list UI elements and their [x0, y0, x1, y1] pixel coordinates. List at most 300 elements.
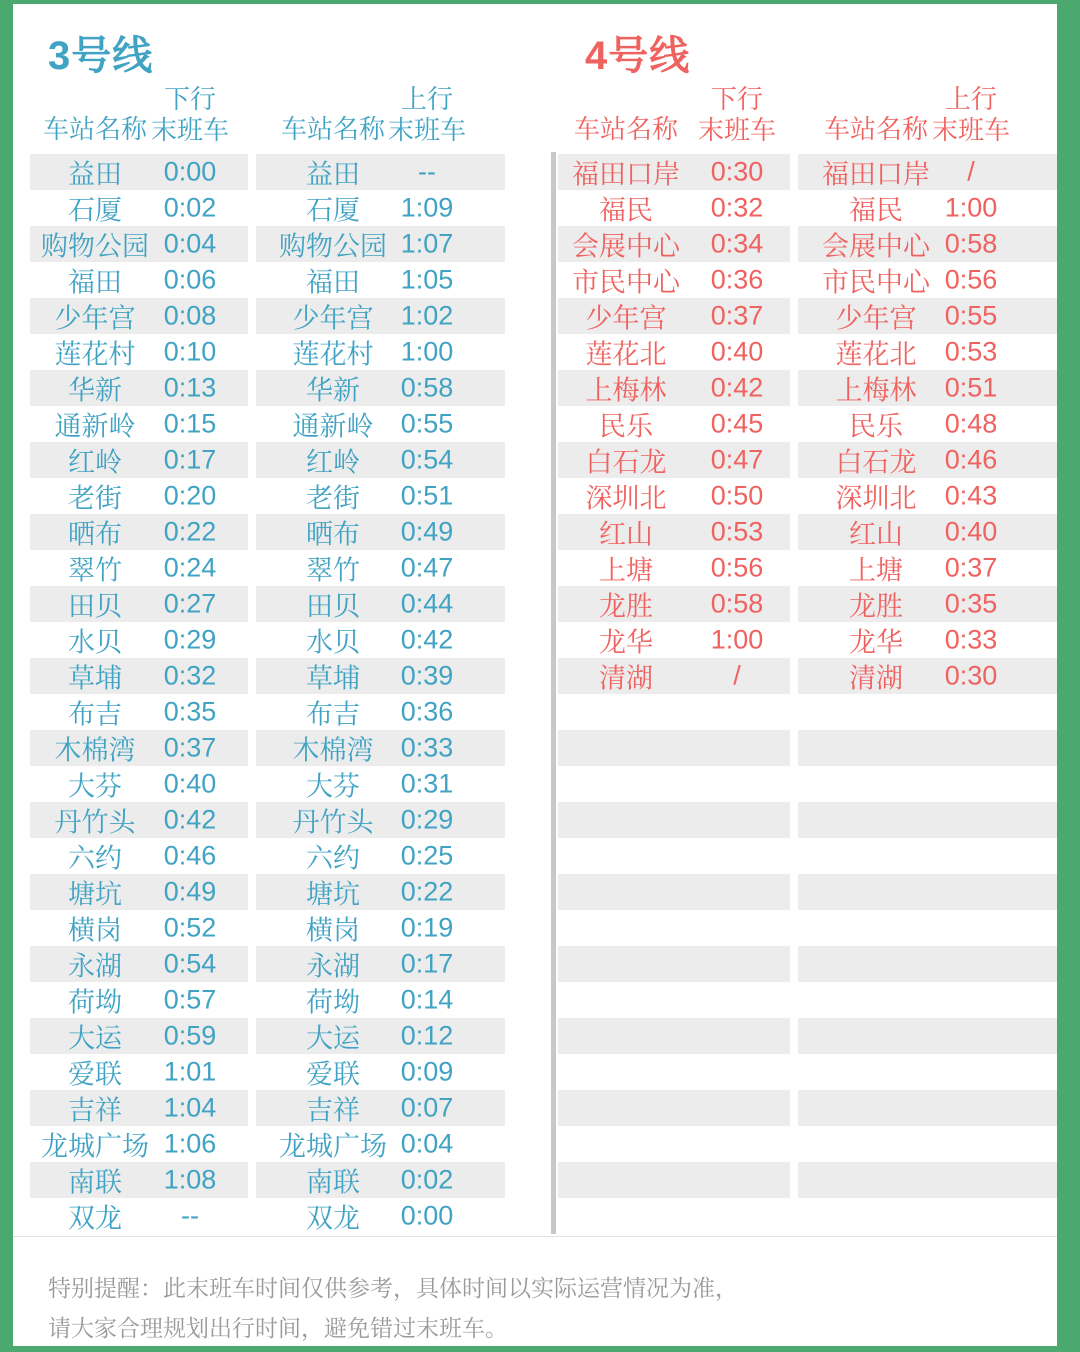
timetable-row-empty [558, 1054, 790, 1090]
last-train-time: 0:17 [163, 444, 217, 475]
last-train-time: 0:47 [710, 444, 764, 475]
station-name: 白石龙 [835, 447, 917, 478]
down-last-train-header [698, 84, 776, 146]
station-name: 六约 [306, 843, 360, 874]
station-name: 福民 [599, 195, 653, 226]
last-train-time: 0:33 [400, 732, 454, 763]
timetable-row [798, 406, 1057, 442]
timetable-row [256, 334, 505, 370]
line3-down-rows [30, 154, 248, 1234]
timetable-row-empty [558, 1018, 790, 1054]
last-train-time: 0:49 [163, 876, 217, 907]
last-train-time: 0:22 [163, 516, 217, 547]
station-name: 市民中心 [572, 267, 680, 298]
station-name: 购物公园 [41, 231, 149, 262]
station-name: 布吉 [68, 699, 122, 730]
station-name: 深圳北 [585, 483, 667, 514]
timetable-row [798, 622, 1057, 658]
last-train-time: 0:48 [944, 408, 998, 439]
last-train-time: 0:54 [163, 948, 217, 979]
last-train-time: 0:04 [400, 1128, 454, 1159]
green-border-top [0, 0, 1080, 4]
station-name: 清湖 [599, 663, 653, 694]
station-name: 福田口岸 [822, 159, 930, 190]
station-name: 石厦 [306, 195, 360, 226]
last-train-time: 0:02 [400, 1164, 454, 1195]
timetable-row-empty [558, 910, 790, 946]
section-divider [551, 152, 556, 1234]
station-name: 莲花村 [54, 339, 136, 370]
timetable-row-empty [558, 694, 790, 730]
timetable-row [256, 370, 505, 406]
last-train-time: 0:46 [944, 444, 998, 475]
last-train-time: 0:31 [400, 768, 454, 799]
station-name: 福田口岸 [572, 159, 680, 190]
station-name: 六约 [68, 843, 122, 874]
station-name: 莲花村 [292, 339, 374, 370]
timetable-row-empty [558, 946, 790, 982]
last-train-time: 0:40 [163, 768, 217, 799]
station-name: 购物公园 [279, 231, 387, 262]
last-train-time: 0:42 [163, 804, 217, 835]
green-border-left [0, 0, 13, 1352]
station-name: 上梅林 [585, 375, 667, 406]
timetable-row [30, 1198, 248, 1234]
station-name: 木棉湾 [292, 735, 374, 766]
station-name-header: 车站名称 [42, 114, 148, 144]
last-train-time: 0:45 [710, 408, 764, 439]
timetable-row [256, 910, 505, 946]
last-train-time: 0:29 [400, 804, 454, 835]
timetable-row [30, 334, 248, 370]
station-name: 南联 [306, 1167, 360, 1198]
last-train-time: 1:04 [163, 1092, 217, 1123]
last-train-time: 0:53 [944, 336, 998, 367]
station-name: 红岭 [306, 447, 360, 478]
timetable-row [558, 298, 790, 334]
timetable-row-empty [798, 1018, 1057, 1054]
timetable-row [30, 298, 248, 334]
last-train-time: 0:20 [163, 480, 217, 511]
timetable-row-empty [798, 838, 1057, 874]
timetable-row-empty [798, 730, 1057, 766]
station-name: 木棉湾 [54, 735, 136, 766]
timetable-row [558, 586, 790, 622]
timetable-row-empty [558, 1090, 790, 1126]
station-name: 大芬 [68, 771, 122, 802]
station-name: 市民中心 [822, 267, 930, 298]
timetable-row [558, 262, 790, 298]
timetable-row-empty [798, 1090, 1057, 1126]
last-train-time: 1:09 [400, 192, 454, 223]
station-name: 上梅林 [835, 375, 917, 406]
station-name: 水贝 [68, 627, 122, 658]
timetable-row [30, 1090, 248, 1126]
station-name: 会展中心 [572, 231, 680, 262]
last-train-time: 0:36 [710, 264, 764, 295]
timetable-row [798, 478, 1057, 514]
timetable-row [256, 1162, 505, 1198]
station-name: 民乐 [849, 411, 903, 442]
station-name: 龙华 [599, 627, 653, 658]
last-train-time: 0:24 [163, 552, 217, 583]
timetable-row [256, 262, 505, 298]
last-train-time: 0:35 [944, 588, 998, 619]
last-train-time: 0:49 [400, 516, 454, 547]
timetable-row-empty [798, 1162, 1057, 1198]
station-name-header: 车站名称 [823, 114, 929, 144]
station-name: 田贝 [68, 591, 122, 622]
last-train-time: 0:32 [710, 192, 764, 223]
timetable-row [256, 190, 505, 226]
timetable-row-empty [558, 1162, 790, 1198]
line4-up-rows [798, 154, 1057, 1234]
last-train-time: 0:04 [163, 228, 217, 259]
station-name: 莲花北 [835, 339, 917, 370]
timetable-row [30, 730, 248, 766]
timetable-row-empty [798, 802, 1057, 838]
station-name: 永湖 [68, 951, 122, 982]
direction-label: 上行 [944, 84, 998, 114]
reminder-note [48, 1268, 738, 1348]
timetable-row [798, 154, 1057, 190]
station-name: 少年宫 [54, 303, 136, 334]
last-train-time: 0:14 [400, 984, 454, 1015]
timetable-row-empty [798, 910, 1057, 946]
timetable-row-empty [558, 838, 790, 874]
station-name: 吉祥 [306, 1095, 360, 1126]
timetable-row [256, 1018, 505, 1054]
station-name: 丹竹头 [54, 807, 136, 838]
timetable-row [30, 1126, 248, 1162]
last-train-time: / [733, 660, 741, 691]
timetable-row [30, 478, 248, 514]
last-train-time: 0:29 [163, 624, 217, 655]
last-train-time: -- [418, 156, 436, 187]
timetable-row [30, 550, 248, 586]
last-train-time: 0:13 [163, 372, 217, 403]
timetable-row-empty [558, 982, 790, 1018]
timetable-row [256, 550, 505, 586]
timetable-row [256, 1090, 505, 1126]
timetable-row [30, 406, 248, 442]
last-train-time: 0:40 [710, 336, 764, 367]
station-name: 双龙 [68, 1203, 122, 1234]
station-name: 塘坑 [68, 879, 122, 910]
timetable-row [30, 658, 248, 694]
last-train-time: 0:30 [944, 660, 998, 691]
timetable-row-empty [798, 1126, 1057, 1162]
last-train-time: 0:32 [163, 660, 217, 691]
timetable-row-empty [798, 874, 1057, 910]
timetable-row [256, 658, 505, 694]
timetable-row [30, 766, 248, 802]
timetable-row-empty [798, 694, 1057, 730]
station-name: 爱联 [306, 1059, 360, 1090]
last-train-time: 0:59 [163, 1020, 217, 1051]
last-train-time: 0:00 [163, 156, 217, 187]
timetable-row [798, 334, 1057, 370]
last-train-time: 0:44 [400, 588, 454, 619]
timetable-row [30, 262, 248, 298]
station-name: 上塘 [849, 555, 903, 586]
last-train-time: 1:06 [163, 1128, 217, 1159]
station-name: 龙华 [849, 627, 903, 658]
timetable-row-empty [558, 802, 790, 838]
timetable-row [256, 802, 505, 838]
timetable-row-empty [798, 946, 1057, 982]
timetable-row [798, 658, 1057, 694]
last-train-time: 0:40 [944, 516, 998, 547]
timetable-row [558, 154, 790, 190]
timetable-row [256, 1126, 505, 1162]
timetable-row [256, 226, 505, 262]
timetable-row [558, 442, 790, 478]
timetable-row [30, 1018, 248, 1054]
last-train-label: 末班车 [697, 115, 777, 145]
line3-down-subtable [30, 82, 248, 1234]
direction-label: 上行 [400, 84, 454, 114]
last-train-label: 末班车 [150, 115, 230, 145]
line3-up-subtable [256, 82, 505, 1234]
timetable-row-empty [798, 766, 1057, 802]
timetable-row [256, 622, 505, 658]
last-train-time: 0:37 [944, 552, 998, 583]
timetable-row [30, 226, 248, 262]
station-name: 白石龙 [585, 447, 667, 478]
line4-down-rows [558, 154, 790, 1234]
last-train-time: 0:02 [163, 192, 217, 223]
last-train-time: 0:37 [710, 300, 764, 331]
station-name: 深圳北 [835, 483, 917, 514]
station-name: 荷坳 [68, 987, 122, 1018]
timetable-row [256, 154, 505, 190]
last-train-time: 0:17 [400, 948, 454, 979]
station-name: 丹竹头 [292, 807, 374, 838]
station-name: 莲花北 [585, 339, 667, 370]
last-train-time: 1:00 [400, 336, 454, 367]
timetable-row [256, 478, 505, 514]
station-name: 少年宫 [585, 303, 667, 334]
last-train-time: 0:10 [163, 336, 217, 367]
last-train-time: 0:50 [710, 480, 764, 511]
station-name: 华新 [306, 375, 360, 406]
timetable-row [30, 370, 248, 406]
last-train-time: 0:27 [163, 588, 217, 619]
last-train-time: / [967, 156, 975, 187]
station-name: 清湖 [849, 663, 903, 694]
timetable-row [256, 694, 505, 730]
line3-up-header [256, 82, 505, 154]
station-name: 益田 [306, 159, 360, 190]
timetable-row [798, 226, 1057, 262]
station-name: 荷坳 [306, 987, 360, 1018]
timetable-row [558, 658, 790, 694]
station-name: 民乐 [599, 411, 653, 442]
station-name: 华新 [68, 375, 122, 406]
last-train-time: 0:56 [944, 264, 998, 295]
last-train-time: 0:51 [400, 480, 454, 511]
table-bottom-divider [13, 1236, 1057, 1237]
last-train-time: 0:33 [944, 624, 998, 655]
timetable-row [256, 586, 505, 622]
timetable-row [798, 442, 1057, 478]
last-train-time: 1:07 [400, 228, 454, 259]
timetable-row [30, 910, 248, 946]
timetable-row [256, 838, 505, 874]
last-train-label: 末班车 [931, 115, 1011, 145]
station-name: 布吉 [306, 699, 360, 730]
reminder-note-line2: 请大家合理规划出行时间，避免错过末班车。 [48, 1315, 508, 1341]
station-name: 南联 [68, 1167, 122, 1198]
station-name: 草埔 [306, 663, 360, 694]
station-name: 龙城广场 [41, 1131, 149, 1162]
station-name: 晒布 [306, 519, 360, 550]
timetable-row [30, 838, 248, 874]
timetable-row [798, 550, 1057, 586]
timetable-row [798, 586, 1057, 622]
timetable-row [558, 514, 790, 550]
timetable-row [256, 766, 505, 802]
last-train-time: 1:00 [944, 192, 998, 223]
timetable-row [558, 550, 790, 586]
station-name: 益田 [68, 159, 122, 190]
last-train-time: 0:47 [400, 552, 454, 583]
line3-up-rows [256, 154, 505, 1234]
timetable-row [256, 406, 505, 442]
timetable-row [256, 946, 505, 982]
last-train-time: -- [181, 1200, 199, 1231]
station-name-header: 车站名称 [280, 114, 386, 144]
timetable-row [256, 514, 505, 550]
station-name: 少年宫 [835, 303, 917, 334]
timetable-row [256, 298, 505, 334]
station-name: 横岗 [68, 915, 122, 946]
green-border-right [1057, 0, 1080, 1352]
timetable-row [30, 514, 248, 550]
station-name: 晒布 [68, 519, 122, 550]
last-train-time: 0:22 [400, 876, 454, 907]
last-train-time: 0:07 [400, 1092, 454, 1123]
last-train-time: 1:02 [400, 300, 454, 331]
last-train-time: 0:42 [400, 624, 454, 655]
timetable-row [558, 478, 790, 514]
timetable-row [30, 1162, 248, 1198]
station-name: 龙胜 [849, 591, 903, 622]
timetable-row [256, 1054, 505, 1090]
timetable-row [558, 190, 790, 226]
station-name: 红山 [599, 519, 653, 550]
last-train-time: 0:37 [163, 732, 217, 763]
station-name: 石厦 [68, 195, 122, 226]
station-name: 福田 [68, 267, 122, 298]
line4-title: 4号线 [585, 34, 691, 78]
last-train-time: 0:51 [944, 372, 998, 403]
timetable-row [256, 730, 505, 766]
timetable-row [256, 442, 505, 478]
last-train-time: 0:25 [400, 840, 454, 871]
station-name: 会展中心 [822, 231, 930, 262]
timetable-row-empty [798, 982, 1057, 1018]
timetable-row-empty [798, 1198, 1057, 1234]
timetable-row [30, 694, 248, 730]
station-name-header: 车站名称 [573, 114, 679, 144]
last-train-time: 1:08 [163, 1164, 217, 1195]
station-name: 翠竹 [306, 555, 360, 586]
reminder-note-line1: 特别提醒：此末班车时间仅供参考，具体时间以实际运营情况为准， [48, 1275, 738, 1301]
station-name: 永湖 [306, 951, 360, 982]
station-name: 老街 [306, 483, 360, 514]
last-train-time: 0:43 [944, 480, 998, 511]
timetable-row [30, 154, 248, 190]
timetable-row [30, 622, 248, 658]
last-train-time: 0:58 [400, 372, 454, 403]
station-name: 上塘 [599, 555, 653, 586]
direction-label: 下行 [163, 84, 217, 114]
station-name: 大运 [68, 1023, 122, 1054]
last-train-time: 0:08 [163, 300, 217, 331]
station-name: 双龙 [306, 1203, 360, 1234]
timetable-row [798, 262, 1057, 298]
station-name: 大芬 [306, 771, 360, 802]
last-train-time: 1:05 [400, 264, 454, 295]
station-name: 田贝 [306, 591, 360, 622]
line3-title: 3号线 [48, 34, 154, 78]
station-name: 吉祥 [68, 1095, 122, 1126]
last-train-time: 0:35 [163, 696, 217, 727]
last-train-time: 0:56 [710, 552, 764, 583]
station-name: 老街 [68, 483, 122, 514]
timetable-row [30, 982, 248, 1018]
last-train-time: 0:06 [163, 264, 217, 295]
timetable-row-empty [798, 1054, 1057, 1090]
station-name: 通新岭 [292, 411, 374, 442]
timetable-row [798, 370, 1057, 406]
last-train-time: 0:00 [400, 1200, 454, 1231]
down-last-train-header [151, 84, 229, 146]
timetable-row [30, 190, 248, 226]
station-name: 大运 [306, 1023, 360, 1054]
last-train-time: 0:58 [710, 588, 764, 619]
station-name: 福田 [306, 267, 360, 298]
timetable-row-empty [558, 1198, 790, 1234]
last-train-time: 1:01 [163, 1056, 217, 1087]
last-train-time: 0:15 [163, 408, 217, 439]
last-train-time: 0:54 [400, 444, 454, 475]
station-name: 龙城广场 [279, 1131, 387, 1162]
last-train-time: 0:55 [400, 408, 454, 439]
up-last-train-header [388, 84, 466, 146]
station-name: 塘坑 [306, 879, 360, 910]
timetable-row [798, 514, 1057, 550]
timetable-row [30, 586, 248, 622]
timetable-row [558, 370, 790, 406]
last-train-time: 0:46 [163, 840, 217, 871]
line4-up-header [798, 82, 1057, 154]
timetable-row-empty [558, 730, 790, 766]
timetable-row-empty [558, 1126, 790, 1162]
station-name: 翠竹 [68, 555, 122, 586]
last-train-time: 0:34 [710, 228, 764, 259]
timetable-row [30, 1054, 248, 1090]
last-train-time: 1:00 [710, 624, 764, 655]
up-last-train-header [932, 84, 1010, 146]
station-name: 通新岭 [54, 411, 136, 442]
station-name: 水贝 [306, 627, 360, 658]
last-train-time: 0:53 [710, 516, 764, 547]
timetable-row [30, 442, 248, 478]
last-train-time: 0:42 [710, 372, 764, 403]
